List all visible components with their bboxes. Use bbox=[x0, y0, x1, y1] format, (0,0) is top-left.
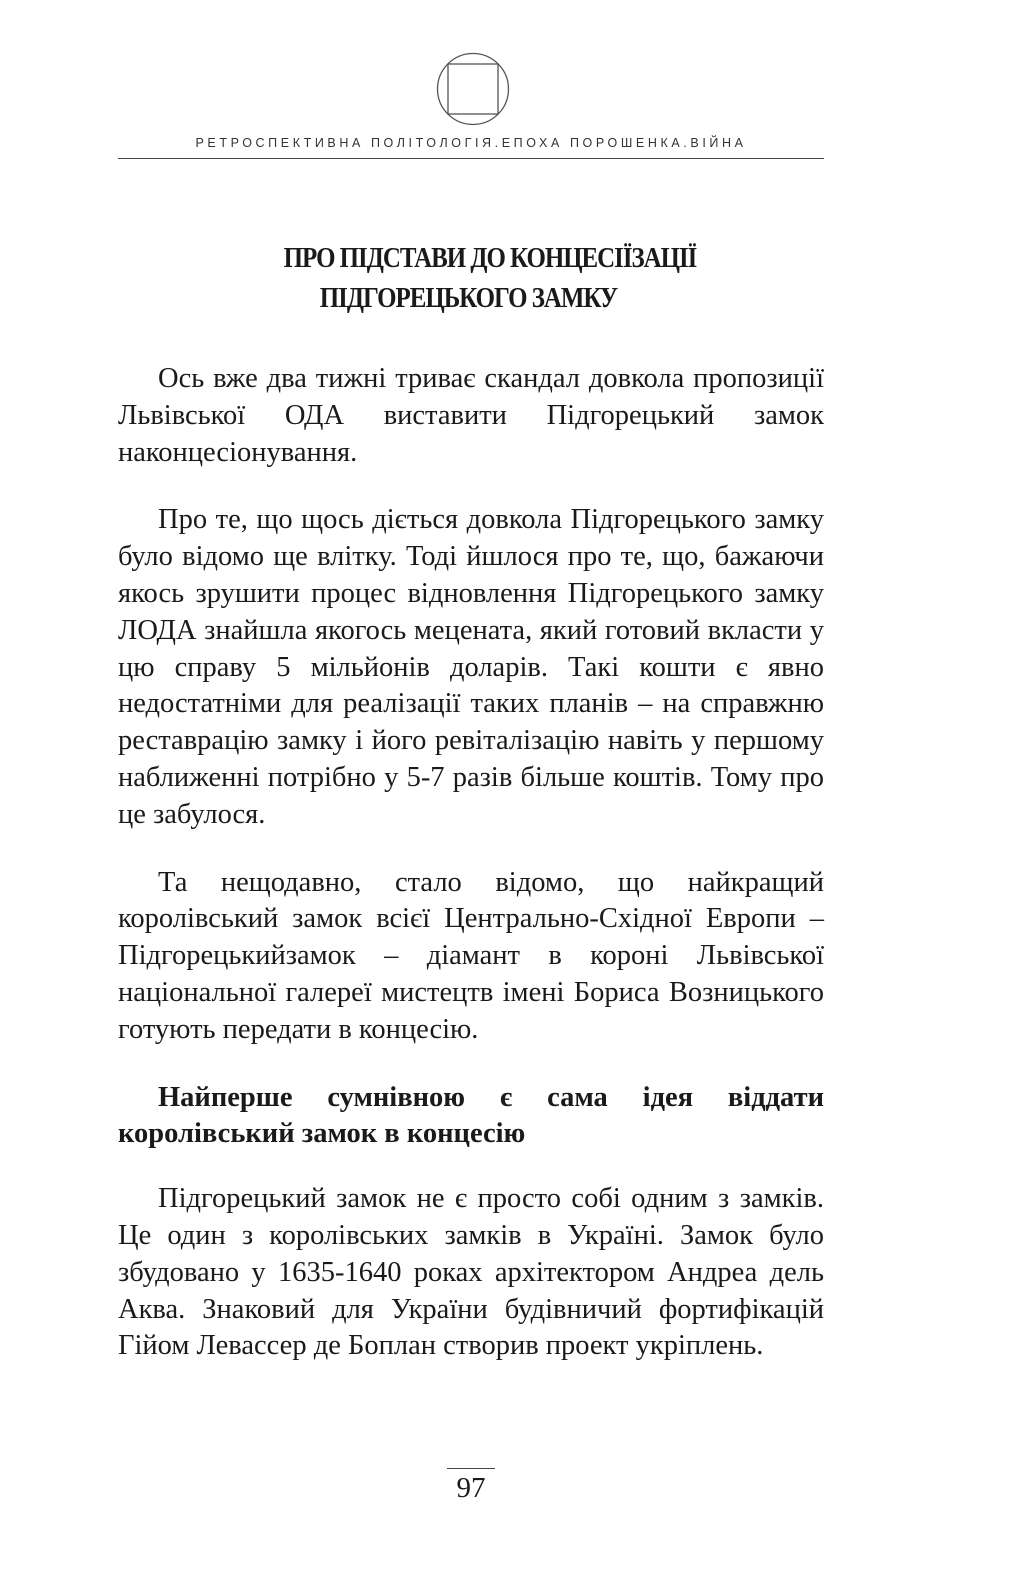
paragraph: Ось вже два тижні триває скандал довкола пропозиції Львівської ОДА виставити Підгорецький замок наконцесіонування. bbox=[118, 363, 824, 468]
article-title-line-2: ПІДГОРЕЦЬКОГО ЗАМКУ bbox=[319, 282, 618, 314]
header-divider bbox=[118, 158, 824, 159]
paragraph: Та нещодавно, стало відомо, що найкращий королівський замок всієї Центрально-Східної Европи – Підгорецькийзамок – діамант в короні Львівської національної галереї мистецтв імені Бориса Возницького готують передати в концесію. bbox=[118, 866, 824, 1045]
paragraph: Підгорецький замок не є просто собі одним з замків. Це один з королівських замків в Україні. Замок було збудовано у 1635-1640 роках архітектором Андреа дель Аква. Знаковий для України будівничий фортифікацій Гійом Левассер де Боплан створив проект укріплень. bbox=[118, 1183, 824, 1362]
article-title-line-1: ПРО ПІДСТАВИ ДО КОНЦЕСІЇЗАЦІЇ bbox=[283, 242, 697, 274]
circle-square-emblem-icon bbox=[436, 52, 510, 126]
section-subheading: Найперше сумнівною є сама ідея віддати королівський замок в концесію bbox=[118, 1081, 824, 1150]
article-title bbox=[198, 238, 783, 318]
article-body bbox=[118, 361, 824, 1396]
running-header: РЕТРОСПЕКТИВНА ПОЛІТОЛОГІЯ.ЕПОХА ПОРОШЕНКА.ВІЙНА bbox=[195, 136, 747, 150]
paragraph: Про те, що щось діється довкола Підгорецького замку було відомо ще влітку. Тоді йшлося про те, що, бажаючи якось зрушити процес відновлення Підгорецького замку ЛОДА знайшла якогось мецената, який готовий вкласти у цю справу 5 мільйонів доларів. Такі кошти є явно недостатніми для реалізації таких планів – на справжню реставрацію замку і його ревіталізацію навіть у першому наближенні потрібно у 5-7 разів більше коштів. Тому про це забулося. bbox=[118, 504, 824, 830]
page-number: 97 bbox=[447, 1468, 495, 1505]
